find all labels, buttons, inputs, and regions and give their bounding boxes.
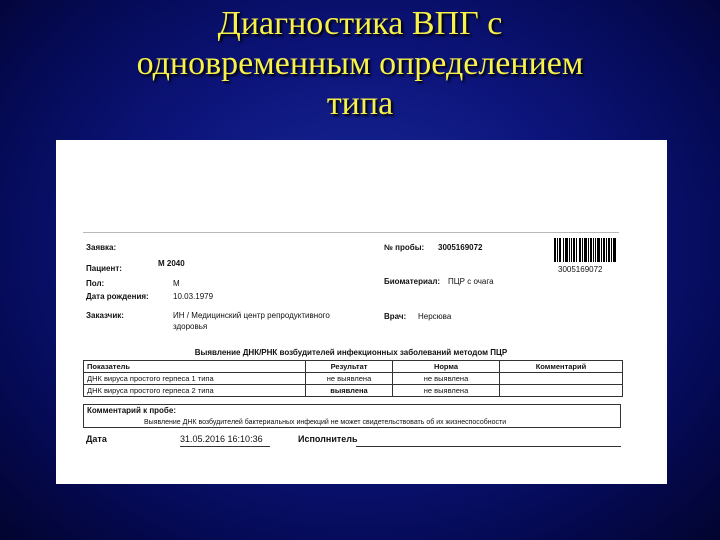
row-comment (500, 373, 623, 385)
customer-label: Заказчик: (86, 311, 124, 320)
column-header-norm: Норма (393, 361, 500, 373)
sample-number-value: 3005169072 (438, 243, 483, 252)
row-norm: не выявлена (393, 373, 500, 385)
row-indicator: ДНК вируса простого герпеса 2 типа (84, 385, 306, 397)
table-row (84, 373, 623, 385)
doctor-value: Нерсюва (418, 312, 452, 321)
row-norm: не выявлена (393, 385, 500, 397)
results-table-header (84, 361, 623, 373)
slide-title (0, 4, 720, 124)
biomaterial-value: ПЦР с очага (448, 277, 494, 286)
slide-title-line-3: типа (326, 85, 394, 122)
doctor-label: Врач: (384, 312, 407, 321)
slide-title-line-1: Диагностика ВПГ с (217, 5, 503, 42)
barcode-image (554, 238, 616, 262)
patient-value: М 2040 (158, 259, 185, 268)
header-divider (83, 232, 619, 233)
executor-signature-line (356, 446, 621, 447)
row-indicator: ДНК вируса простого герпеса 1 типа (84, 373, 306, 385)
results-table (83, 360, 623, 397)
sample-comment-box (83, 404, 621, 428)
date-value: 31.05.2016 16:10:36 (180, 434, 263, 444)
executor-label: Исполнитель (298, 434, 358, 444)
lab-report-document (56, 140, 667, 484)
customer-value-line-2: здоровья (173, 322, 208, 331)
row-result: выявлена (306, 385, 393, 397)
column-header-indicator: Показатель (84, 361, 306, 373)
date-underline (180, 446, 270, 447)
biomaterial-label: Биоматериал: (384, 277, 441, 286)
row-result: не выявлена (306, 373, 393, 385)
sample-comment-text: Выявление ДНК возбудителей бактериальных инфекций не может свидетельствовать об их жизнеспособности (144, 419, 507, 426)
dob-value: 10.03.1979 (173, 292, 214, 301)
patient-label: Пациент: (86, 264, 122, 273)
dob-label: Дата рождения: (86, 292, 149, 301)
customer-value-line-1: ИН / Медицинский центр репродуктивного (173, 311, 330, 320)
barcode-number: 3005169072 (558, 265, 603, 274)
results-section-title: Выявление ДНК/РНК возбудителей инфекционных заболеваний методом ПЦР (194, 348, 508, 357)
row-comment (500, 385, 623, 397)
table-row (84, 385, 623, 397)
sample-number-label: № пробы: (384, 243, 425, 252)
sex-value: М (173, 279, 180, 288)
request-label: Заявка: (86, 243, 117, 252)
sex-label: Пол: (86, 279, 105, 288)
date-label: Дата (86, 434, 107, 444)
column-header-comment: Комментарий (500, 361, 623, 373)
column-header-result: Результат (306, 361, 393, 373)
slide-title-line-2: одновременным определением (136, 45, 584, 82)
sample-comment-label: Комментарий к пробе: (87, 406, 176, 415)
